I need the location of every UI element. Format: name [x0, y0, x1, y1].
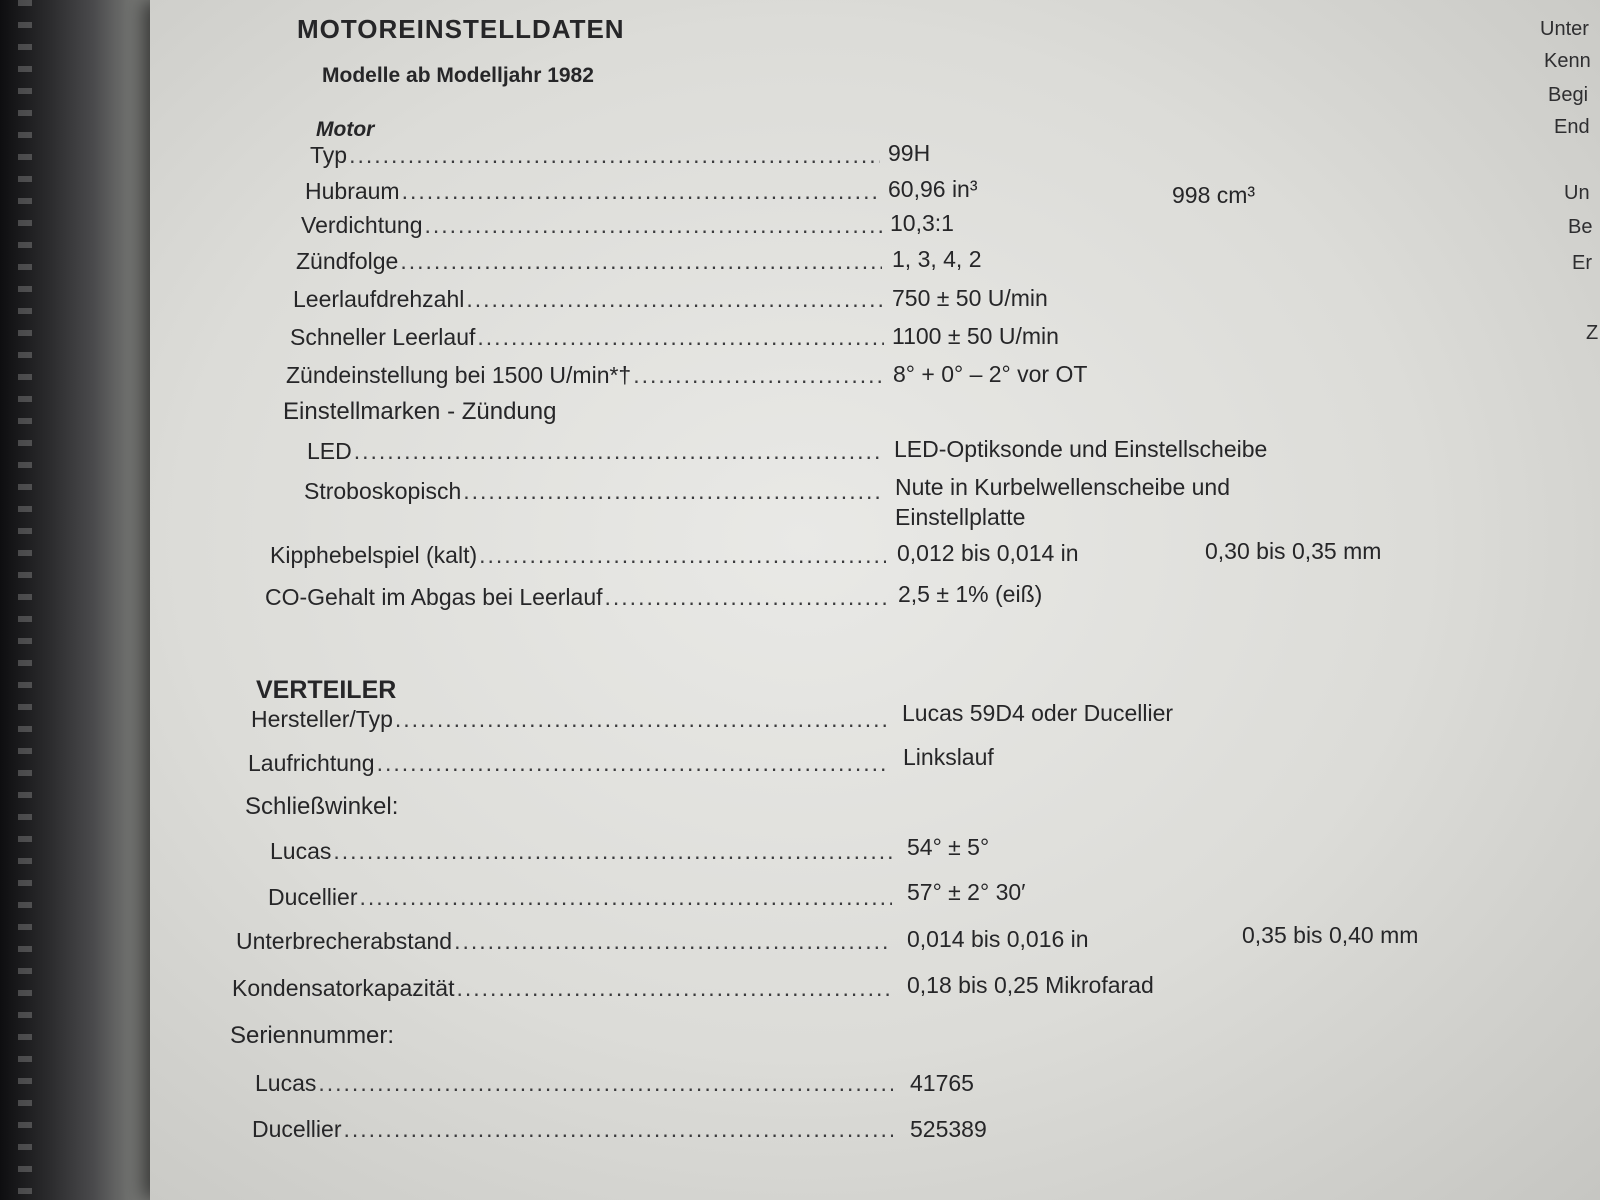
spec-label: Typ — [310, 142, 348, 168]
spec-row-hersteller — [251, 706, 894, 740]
spec-value-kipphebelspiel-metric: 0,30 bis 0,35 mm — [1205, 538, 1382, 564]
spec-row-laufrichtung — [248, 750, 894, 784]
spec-row-zuendfolge — [296, 248, 886, 282]
spec-label: LED — [307, 438, 352, 464]
spec-row-leerlaufdrehzahl — [293, 286, 886, 320]
spec-row-zuendeinstellung — [286, 362, 888, 396]
document-title: MOTOREINSTELLDATEN — [297, 14, 625, 44]
spec-row-dwell-lucas — [270, 838, 896, 872]
spec-value-schneller-leerlauf: 1100 ± 50 U/min — [892, 323, 1059, 349]
spec-label: Kipphebelspiel (kalt) — [270, 542, 478, 568]
spec-row-verdichtung — [301, 212, 886, 246]
motor-heading: Motor — [316, 118, 375, 141]
seriennummer-heading: Seriennummer: — [230, 1022, 395, 1049]
spec-row-led — [307, 438, 888, 472]
spec-row-co-gehalt — [265, 584, 890, 618]
spec-value-verdichtung: 10,3:1 — [890, 210, 954, 236]
spec-row-hubraum — [305, 178, 884, 212]
spec-row-schneller-leerlauf — [290, 324, 888, 358]
edge-text: Er — [1572, 252, 1592, 274]
spec-value-stroboskopisch: Nute in Kurbelwellenscheibe und — [895, 474, 1230, 500]
spec-label: Ducellier — [252, 1116, 342, 1142]
spec-value-kondensator: 0,18 bis 0,25 Mikrofarad — [907, 972, 1154, 998]
verteiler-heading: VERTEILER — [256, 676, 397, 704]
spec-label: Hersteller/Typ — [251, 706, 393, 732]
spec-label: Zündfolge — [296, 248, 399, 274]
spec-value-zuendfolge: 1, 3, 4, 2 — [892, 246, 982, 272]
edge-text: Kenn — [1544, 50, 1591, 72]
edge-text: Begi — [1548, 84, 1589, 106]
spec-value-serial-lucas: 41765 — [910, 1070, 974, 1096]
spec-label: Lucas — [270, 838, 332, 864]
spec-label: Lucas — [255, 1070, 317, 1096]
edge-text: Unter — [1540, 18, 1589, 40]
spec-label: Leerlaufdrehzahl — [293, 286, 465, 312]
spec-label: Kondensatorkapazität — [232, 975, 455, 1001]
spec-row-kipphebelspiel — [270, 542, 890, 576]
spec-label: Stroboskopisch — [304, 478, 462, 504]
spec-value-laufrichtung: Linkslauf — [903, 744, 994, 770]
spec-label: Unterbrecherabstand — [236, 928, 453, 954]
spec-label: Schneller Leerlauf — [290, 324, 476, 350]
spec-value-typ: 99H — [888, 140, 931, 166]
spec-row-kondensator — [232, 975, 896, 1009]
binder-strip — [0, 0, 170, 1200]
spec-value-unterbrecherabstand-metric: 0,35 bis 0,40 mm — [1242, 922, 1419, 948]
schliesswinkel-heading: Schließwinkel: — [245, 793, 399, 820]
spec-value-dwell-lucas: 54° ± 5° — [907, 834, 990, 860]
spec-value-led: LED-Optiksonde und Einstellscheibe — [894, 436, 1268, 462]
edge-text: Z — [1586, 322, 1599, 344]
spec-value-serial-ducellier: 525389 — [910, 1116, 987, 1142]
spec-label: CO-Gehalt im Abgas bei Leerlauf — [265, 584, 603, 610]
spec-label: Zündeinstellung bei 1500 U/min*† — [286, 362, 632, 388]
edge-text: End — [1554, 116, 1590, 138]
spec-label: Verdichtung — [301, 212, 423, 238]
spec-value-kipphebelspiel: 0,012 bis 0,014 in — [897, 540, 1079, 566]
spec-value-hersteller: Lucas 59D4 oder Ducellier — [902, 700, 1174, 726]
spec-row-serial-lucas — [255, 1070, 897, 1104]
spec-row-stroboskopisch — [304, 478, 888, 512]
edge-text: Un — [1564, 182, 1590, 204]
spec-row-dwell-ducellier — [268, 884, 896, 918]
spec-value-hubraum: 60,96 in³ — [888, 176, 978, 202]
spec-row-serial-ducellier — [252, 1116, 897, 1150]
spec-value-zuendeinstellung: 8° + 0° – 2° vor OT — [893, 361, 1088, 387]
spec-value-dwell-ducellier: 57° ± 2° 30′ — [907, 879, 1026, 905]
spec-value-unterbrecherabstand: 0,014 bis 0,016 in — [907, 926, 1089, 952]
document-subtitle: Modelle ab Modelljahr 1982 — [322, 64, 594, 87]
spec-value-leerlaufdrehzahl: 750 ± 50 U/min — [892, 285, 1048, 311]
spec-label: Hubraum — [305, 178, 400, 204]
spec-label: Ducellier — [268, 884, 358, 910]
spec-row-typ — [310, 142, 884, 176]
spec-value-stroboskopisch-cont: Einstellplatte — [895, 504, 1026, 530]
spec-row-unterbrecherabstand — [236, 928, 896, 962]
spec-value-co-gehalt: 2,5 ± 1% (eiß) — [898, 581, 1043, 607]
einstellmarken-heading: Einstellmarken - Zündung — [283, 398, 557, 425]
spec-label: Laufrichtung — [248, 750, 375, 776]
document-page — [150, 0, 1600, 1200]
edge-text: Be — [1568, 216, 1593, 238]
spec-value-hubraum-metric: 998 cm³ — [1172, 182, 1256, 208]
